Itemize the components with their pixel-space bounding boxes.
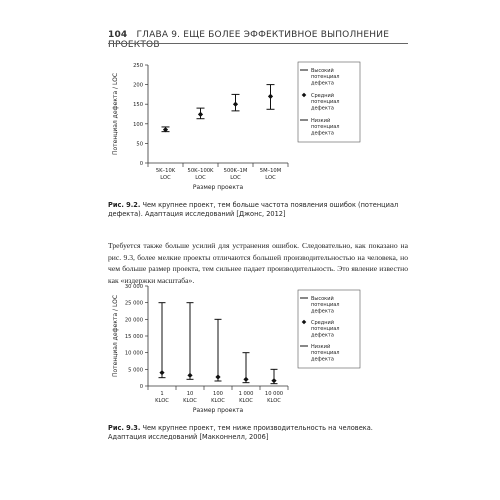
legend-label: потенциал xyxy=(311,350,340,357)
x-tick-label: 5M–10M xyxy=(259,168,282,174)
x-tick-label: 1 xyxy=(160,391,164,397)
legend-label: дефекта xyxy=(311,80,334,87)
x-tick-label: 50K–100K xyxy=(187,168,214,174)
y-tick-label: 30 000 xyxy=(124,284,143,290)
legend-label: потенциал xyxy=(311,74,340,81)
x-tick-label: LOC xyxy=(230,175,241,181)
y-tick-label: 0 xyxy=(139,161,143,167)
x-tick-label: 500K–1M xyxy=(223,168,248,174)
mid-marker xyxy=(243,377,248,382)
figure-9-3-chart xyxy=(108,280,408,420)
legend-label: дефекта xyxy=(311,332,334,339)
x-tick-label: KLOC xyxy=(155,398,169,404)
mid-marker xyxy=(215,374,220,379)
x-tick-label: LOC xyxy=(265,175,276,181)
y-tick-label: 200 xyxy=(133,82,143,89)
figure-9-2-caption xyxy=(108,201,408,219)
x-tick-label: 5K–10K xyxy=(155,168,176,174)
legend-label: Высокий xyxy=(311,296,334,302)
legend-label: дефекта xyxy=(311,356,334,363)
legend-symbol-mid xyxy=(302,93,307,98)
x-tick-label: 10 000 xyxy=(264,391,284,397)
x-tick-label: KLOC xyxy=(211,398,225,404)
caption-label: Рис. 9.3. xyxy=(108,424,141,432)
caption-text: Чем крупнее проект, тем больше частота появления ошибок (потенциал дефекта). Адаптация исследований [Джонс, 2012] xyxy=(108,201,399,218)
x-tick-label: 1 000 xyxy=(238,391,254,397)
legend-label: Средний xyxy=(311,93,334,99)
y-tick-label: 150 xyxy=(133,102,143,109)
x-tick-label: LOC xyxy=(195,175,206,181)
legend-label: Высокий xyxy=(311,68,334,74)
chapter-title: ГЛАВА 9. ЕЩЕ БОЛЕЕ ЭФФЕКТИВНОЕ ВЫПОЛНЕНИЕ ПРОЕКТОВ xyxy=(108,30,390,50)
legend-label: потенциал xyxy=(311,99,340,106)
x-tick-label: KLOC xyxy=(239,398,253,404)
x-axis-title: Размер проекта xyxy=(192,407,244,414)
y-tick-label: 5 000 xyxy=(128,367,143,374)
x-tick-label: 10 xyxy=(186,391,194,397)
mid-marker xyxy=(159,370,164,375)
mid-marker xyxy=(187,373,192,378)
figure-9-2-chart xyxy=(108,60,408,195)
legend-symbol-mid xyxy=(302,320,307,325)
mid-marker xyxy=(268,94,273,99)
mid-marker xyxy=(271,378,276,383)
legend-label: дефекта xyxy=(311,105,334,112)
y-tick-label: 20 000 xyxy=(124,317,143,324)
x-tick-label: KLOC xyxy=(267,398,281,404)
caption-text: Чем крупнее проект, тем ниже производительность на человека. Адаптация исследований [Макконнелл, 2006] xyxy=(108,424,373,441)
y-tick-label: 50 xyxy=(136,141,143,148)
legend-label: потенциал xyxy=(311,124,340,131)
legend-label: потенциал xyxy=(311,302,340,309)
x-tick-label: KLOC xyxy=(183,398,197,404)
y-tick-label: 0 xyxy=(139,384,143,390)
x-tick-label: LOC xyxy=(160,175,171,181)
mid-marker xyxy=(198,112,203,117)
legend-label: Средний xyxy=(311,320,334,326)
y-tick-label: 250 xyxy=(133,63,143,69)
running-header xyxy=(108,30,408,50)
mid-marker xyxy=(233,102,238,107)
legend-label: дефекта xyxy=(311,308,334,315)
figure-9-3-caption xyxy=(108,424,408,442)
header-rule xyxy=(108,43,408,44)
legend-label: потенциал xyxy=(311,326,340,333)
body-paragraph: Требуется также больше усилий для устранения ошибок. Следовательно, как показано на рис. 9.3, более мелкие проекты отличаются большей производительностью на человека, но чем больше размер проекта, тем сильнее падает производительность. Это явление известно как «издержки масштаба». xyxy=(108,241,408,285)
y-axis-title: Потенциал дефекта / LOC xyxy=(112,294,119,378)
x-axis-title: Размер проекта xyxy=(192,184,244,191)
caption-label: Рис. 9.2. xyxy=(108,201,141,209)
legend-label: Низкий xyxy=(311,344,331,350)
y-tick-label: 25 000 xyxy=(124,300,143,307)
y-tick-label: 10 000 xyxy=(124,350,143,357)
x-tick-label: 100 xyxy=(213,391,223,397)
legend-label: дефекта xyxy=(311,130,334,137)
y-axis-title: Потенциал дефекта / LOC xyxy=(112,72,119,156)
y-tick-label: 15 000 xyxy=(124,334,143,340)
legend-label: Низкий xyxy=(311,118,331,124)
page-number: 104 xyxy=(108,30,128,40)
y-tick-label: 100 xyxy=(133,121,143,128)
